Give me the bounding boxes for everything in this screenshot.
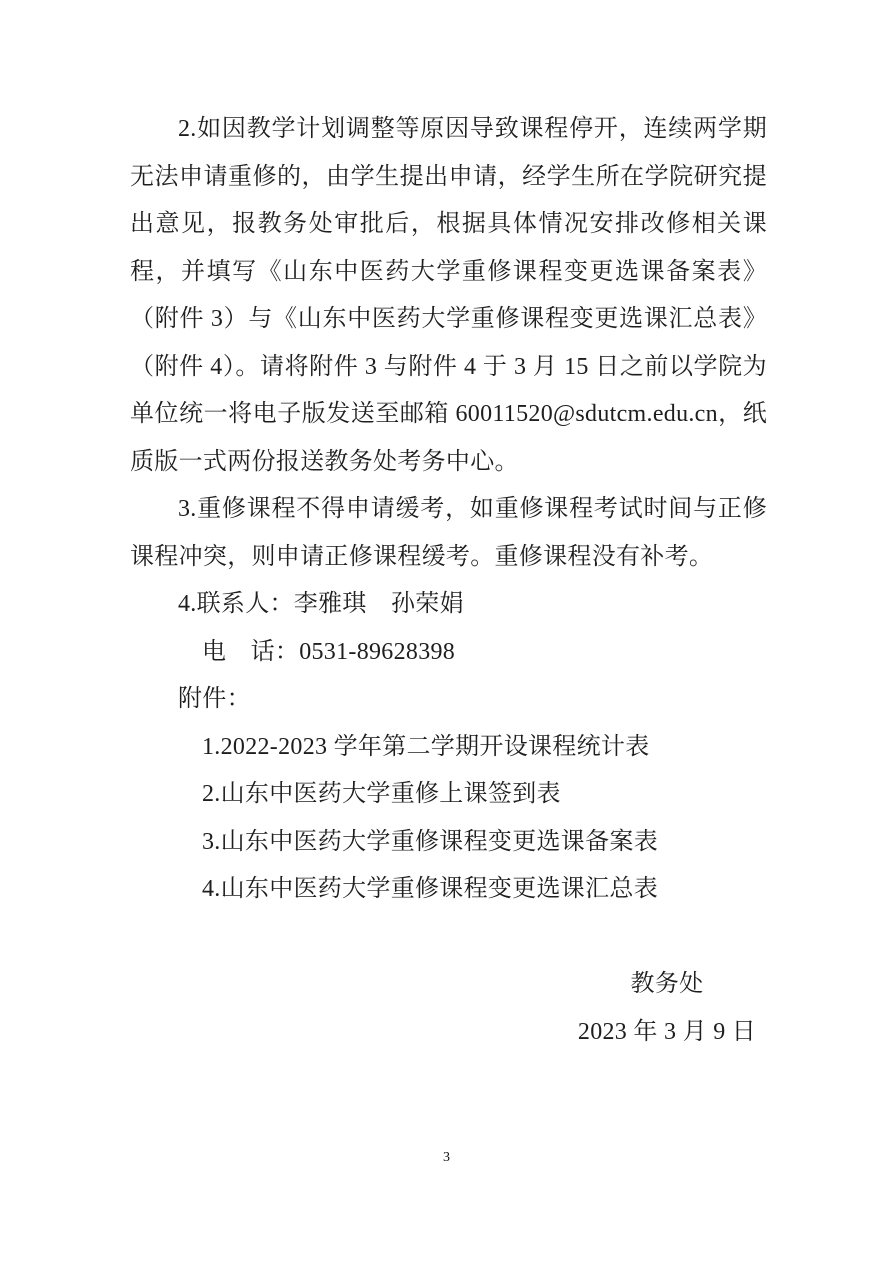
attachment-item: 1.2022-2023 学年第二学期开设课程统计表 [202,733,650,760]
phone-line: 电 话：0531-89628398 [202,638,456,665]
contact-person-line: 4.联系人：李雅琪 孙荣娟 [178,591,464,617]
signature-department: 教务处 [630,971,704,997]
attachment-item: 2.山东中医药大学重修上课签到表 [202,781,561,807]
signature-block [547,961,787,1056]
attachment-list [130,724,767,914]
body-paragraph-3: 3.重修课程不得申请缓考，如重修课程考试时间与正修课程冲突，则申请正修课程缓考。重修课程没有补考。 [130,496,767,570]
signature-date: 2023 年 3 月 9 日 [577,1018,757,1045]
body-paragraph-2: 2.如因教学计划调整等原因导致课程停开，连续两学期无法申请重修的，由学生提出申请，经学生所在学院研究提出意见，报教务处审批后，根据具体情况安排改修相关课程，并填写《山东中医药大学重修课程变更选课备案表》（附件 3）与《山东中医药大学重修课程变更选课汇总表》（附件 4）。请将附件 3 与附件 4 于 3 月 15 日之前以学院为单位统一将电子版发送至邮箱 60011520@sdutcm.edu.cn，纸质版一式两份报送教务处考务中心。 [130,116,767,475]
attachment-item: 4.山东中医药大学重修课程变更选课汇总表 [202,876,658,902]
attachment-item: 3.山东中医药大学重修课程变更选课备案表 [202,828,658,855]
attachments-heading: 附件： [178,686,251,712]
page-number: 3 [443,1150,450,1165]
